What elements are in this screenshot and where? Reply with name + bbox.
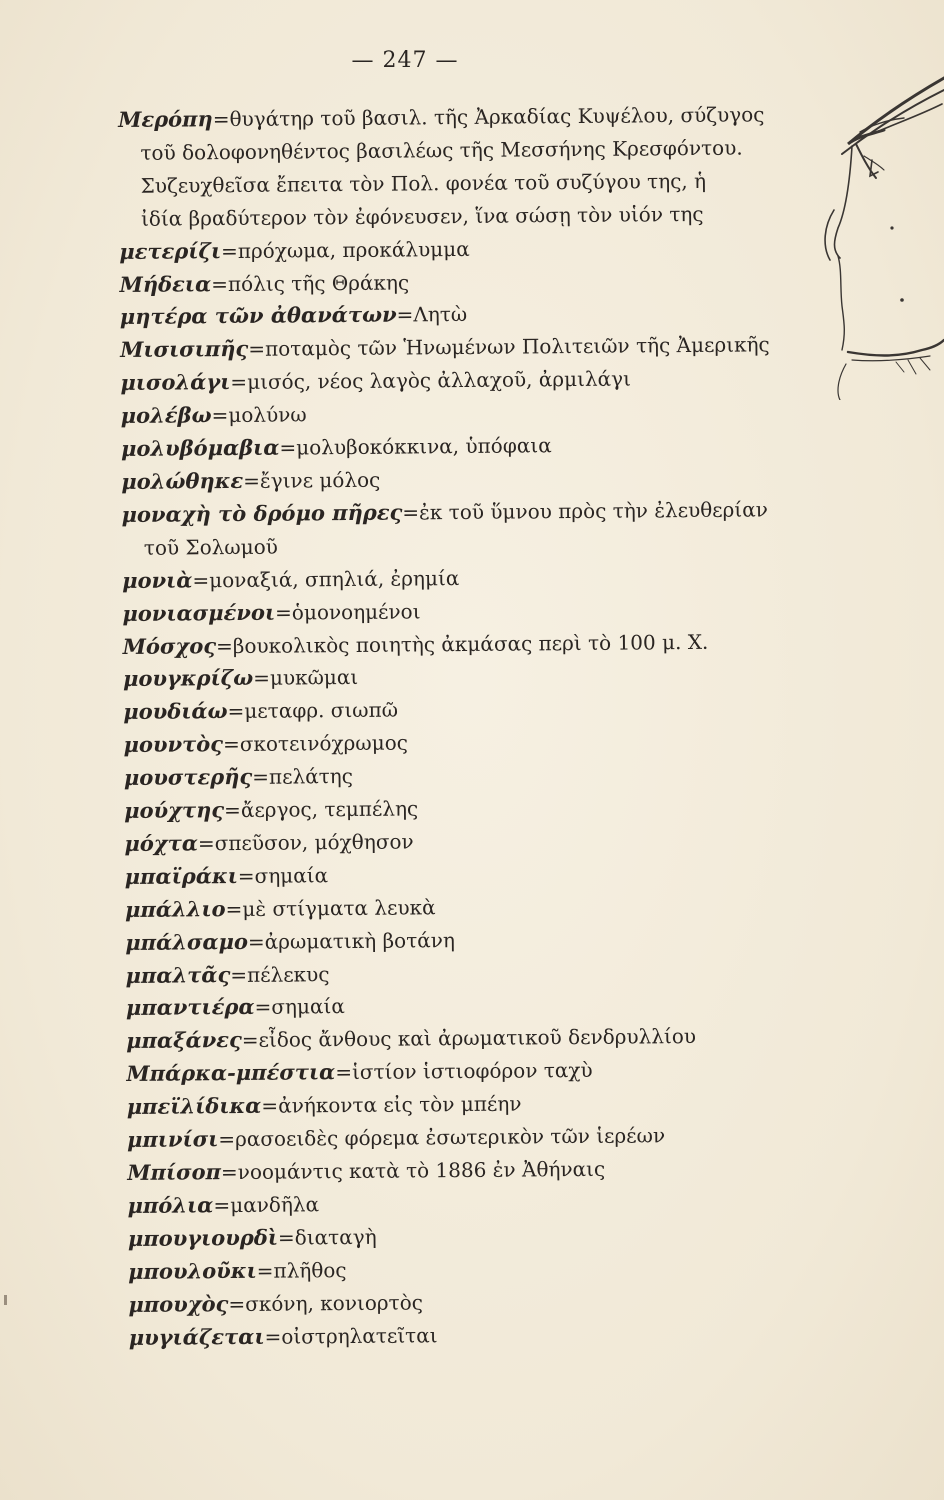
entry-headword: Μόσχος xyxy=(122,632,217,659)
entry-headword: μούχτης xyxy=(124,797,225,824)
entry-definition: μυκῶμαι xyxy=(269,665,359,691)
entry-headword: μοναχὴ τὸ δρόμο πῆρες xyxy=(121,499,403,527)
equals-sign: = xyxy=(396,302,414,328)
entry-definition: ὁμονοημένοι xyxy=(291,598,421,625)
entry-definition: οἰστρηλατεῖται xyxy=(281,1322,438,1349)
page-number: — 247 — xyxy=(351,48,459,73)
equals-sign: = xyxy=(277,1225,295,1250)
entry-headword: μπαλτᾶς xyxy=(125,961,231,988)
entry-definition: πρόχωμα, προκάλυμμα xyxy=(237,236,470,263)
entry-headword: Μερόπη xyxy=(118,106,213,132)
glossary-entry xyxy=(120,328,800,367)
equals-sign: = xyxy=(248,337,266,362)
entry-definition: μολύνω xyxy=(228,402,307,428)
equals-sign: = xyxy=(243,468,261,493)
equals-sign: = xyxy=(261,1093,279,1118)
entry-definition: σημαία xyxy=(254,863,329,888)
entry-definition: μοναξιά, σπηλιά, ἐρημία xyxy=(209,565,460,592)
equals-sign: = xyxy=(211,403,229,428)
entry-headword: μπαϊράκι xyxy=(124,862,238,889)
equals-sign: = xyxy=(230,962,248,987)
entry-definition: ἱστίον ἱστιοφόρον ταχὺ xyxy=(351,1058,593,1085)
entry-headword: μπεϊλίδικα xyxy=(126,1092,262,1120)
entry-definition: μὲ στίγματα λευκὰ xyxy=(242,895,436,921)
equals-sign: = xyxy=(274,600,292,625)
entry-continuation: Συζευχθεῖσα ἔπειτα τὸν Πολ. φονέα τοῦ συζύγου της, ἡ xyxy=(140,168,707,198)
entry-definition: πλῆθος xyxy=(273,1257,347,1283)
equals-sign: = xyxy=(253,666,271,691)
equals-sign: = xyxy=(224,797,241,823)
equals-sign: = xyxy=(197,831,215,856)
entry-headword: μυγιάζεται xyxy=(128,1323,265,1350)
equals-sign: = xyxy=(279,435,297,460)
entry-definition: μεταφρ. σιωπῶ xyxy=(244,697,399,724)
equals-sign: = xyxy=(215,633,233,658)
equals-sign: = xyxy=(213,1192,231,1218)
entry-headword: μητέρα τῶν ἀθανάτων xyxy=(119,302,397,330)
entry-definition: πόλις τῆς Θράκης xyxy=(227,269,410,296)
entry-headword: Μισισιπῆς xyxy=(120,336,249,363)
entry-headword: μονιασμένοι xyxy=(122,599,276,626)
equals-sign: = xyxy=(212,107,230,132)
entry-headword: μπουλοῦκι xyxy=(128,1257,257,1284)
equals-sign: = xyxy=(220,1159,238,1185)
entry-continuation: τοῦ Σολωμοῦ xyxy=(143,534,278,560)
equals-sign: = xyxy=(220,238,238,263)
entry-definition: ποταμὸς τῶν Ἡνωμένων Πολιτειῶν τῆς Ἀμερικῆς xyxy=(264,332,770,362)
entry-headword: Μήδεια xyxy=(119,270,212,297)
entry-definition: ἐκ τοῦ ὕμνου πρὸς τὴν ἐλευθερίαν xyxy=(419,497,768,525)
entry-definition: θυγάτηρ τοῦ βασιλ. τῆς Ἀρκαδίας Κυψέλου, σύζυγος xyxy=(229,102,765,132)
entry-headword: μουγκρίζω xyxy=(122,665,254,692)
entry-definition: βουκολικὸς ποιητὴς ἀκμάσας περὶ τὸ 100 μ. Χ. xyxy=(232,629,709,658)
entry-headword: μουδιάω xyxy=(123,698,228,725)
margin-mark xyxy=(4,1295,7,1305)
entry-headword: μπάλσαμο xyxy=(125,928,249,955)
entry-continuation: τοῦ δολοφονηθέντος βασιλέως τῆς Μεσσήνης Κρεσφόντου. xyxy=(140,135,743,165)
entry-headword: μπαξάνες xyxy=(126,1027,242,1054)
entry-headword: μολέβω xyxy=(120,402,212,429)
equals-sign: = xyxy=(230,370,248,395)
equals-sign: = xyxy=(192,567,210,593)
entry-definition: ρασοειδὲς φόρεμα ἐσωτερικὸν τῶν ἱερέων xyxy=(234,1123,666,1152)
entry-definition: πελάτης xyxy=(268,764,354,789)
equals-sign: = xyxy=(256,1258,274,1283)
entry-headword: μπουγιουρδὶ xyxy=(127,1224,279,1251)
entry-definition: ἔγινε μόλος xyxy=(259,467,381,493)
equals-sign: = xyxy=(264,1324,282,1349)
equals-sign: = xyxy=(228,1291,246,1316)
equals-sign: = xyxy=(222,732,240,757)
equals-sign: = xyxy=(225,896,243,921)
entry-headword: μπουχὸς xyxy=(128,1290,229,1317)
equals-sign: = xyxy=(247,929,265,954)
entry-continuation: ἰδία βραδύτερον τὸν ἐφόνευσεν, ἵνα σώσῃ τὸν υἱόν της xyxy=(140,201,704,231)
equals-sign: = xyxy=(218,1127,236,1152)
entry-definition: σημαία xyxy=(271,994,345,1020)
entry-headword: μπαντιέρα xyxy=(125,994,255,1021)
entry-definition: μανδῆλα xyxy=(230,1192,320,1217)
entry-headword: μπινίσι xyxy=(126,1126,219,1153)
entry-headword: μετερίζι xyxy=(119,237,222,264)
entry-definition: μολυβοκόκκινα, ὑπόφαια xyxy=(296,433,552,460)
entry-headword: μπάλλιο xyxy=(124,895,226,922)
glossary-entry xyxy=(129,1316,809,1355)
equals-sign: = xyxy=(402,500,420,525)
equals-sign: = xyxy=(237,863,255,888)
entry-definition: εἶδος ἄνθους καὶ ἀρωματικοῦ δενδρυλλίου xyxy=(258,1024,697,1053)
entry-definition: ἀρωματικὴ βοτάνη xyxy=(264,927,455,954)
entry-definition: Λητὼ xyxy=(413,302,468,327)
entry-headword: Μπάρκα-μπέστια xyxy=(126,1059,336,1087)
entry-headword: μουστερῆς xyxy=(123,763,253,791)
equals-sign: = xyxy=(211,271,229,296)
entry-definition: ἄεργος, τεμπέλης xyxy=(240,796,419,822)
entry-headword: μουντὸς xyxy=(123,731,224,758)
entry-headword: μολώθηκε xyxy=(121,467,244,494)
entry-headword: μόχτα xyxy=(124,830,199,856)
entry-headword: Μπίσοπ xyxy=(127,1159,222,1185)
entry-definition: μισός, νέος λαγὸς ἀλλαχοῦ, ἀρμιλάγι xyxy=(247,366,632,395)
entry-definition: διαταγὴ xyxy=(294,1224,377,1250)
glossary-entry xyxy=(121,493,801,532)
entry-headword: μονιὰ xyxy=(122,567,193,593)
entry-headword: μισολάγι xyxy=(120,369,231,396)
entry-definition: ἀνήκοντα εἰς τὸν μπέην xyxy=(278,1091,522,1118)
glossary-entry xyxy=(123,625,803,664)
entry-definition: σκόνη, κονιορτὸς xyxy=(245,1290,423,1316)
equals-sign: = xyxy=(241,1028,259,1053)
entry-definition: σπεῦσον, μόχθησον xyxy=(214,829,414,856)
entry-definition: σκοτεινόχρωμος xyxy=(239,730,409,757)
entry-definition: νοομάντις κατὰ τὸ 1886 ἐν Ἀθήναις xyxy=(237,1156,606,1184)
equals-sign: = xyxy=(335,1060,353,1085)
equals-sign: = xyxy=(254,995,272,1020)
entry-definition: πέλεκυς xyxy=(246,961,330,987)
equals-sign: = xyxy=(227,699,245,724)
glossary-list xyxy=(118,98,809,1354)
entry-headword: μπόλια xyxy=(127,1192,214,1218)
margin-sketch xyxy=(812,60,944,400)
entry-headword: μολυβόμαβια xyxy=(120,434,280,462)
equals-sign: = xyxy=(252,764,270,789)
